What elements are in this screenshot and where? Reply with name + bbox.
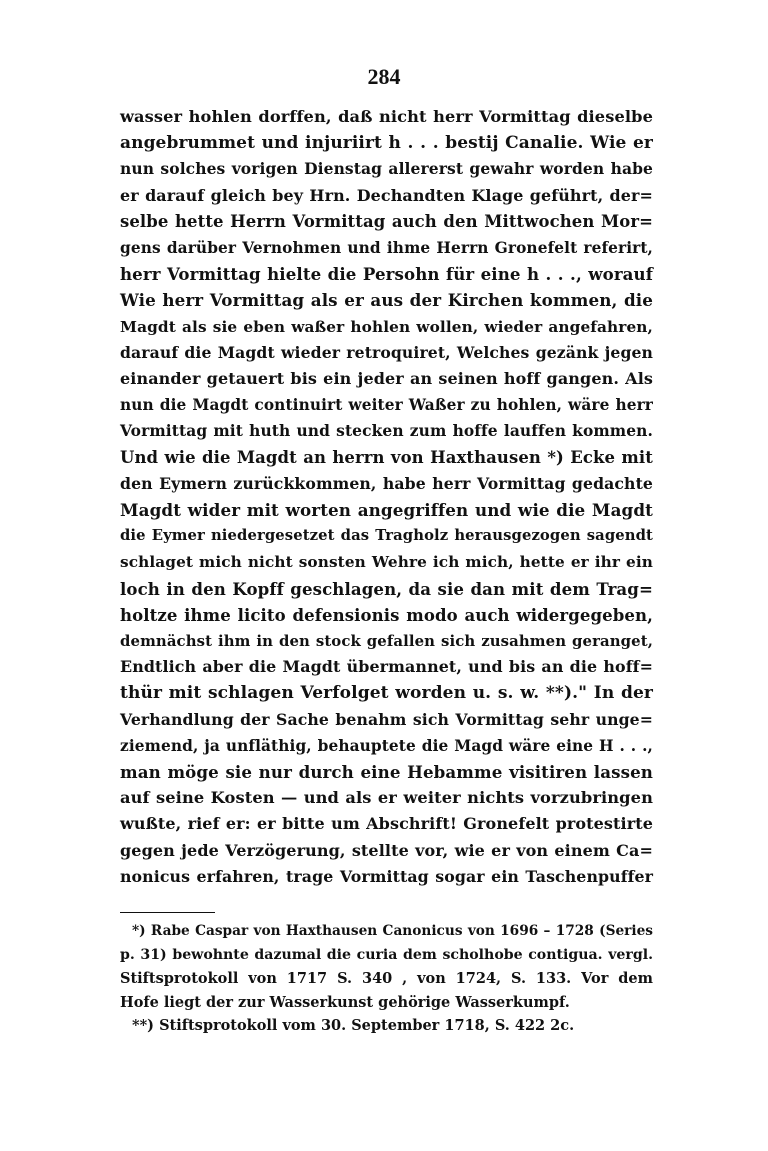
body-text bbox=[120, 104, 653, 890]
body-line: er darauf gleich bey Hrn. Dechandten Klage geführt, der= bbox=[120, 185, 653, 205]
page-number: 284 bbox=[367, 64, 401, 89]
body-line: den Eymern zurückkommen, habe herr Vormittag gedachte bbox=[120, 473, 653, 493]
footnote-line: **) Stiftsprotokoll vom 30. September 1718, S. 422 2c. bbox=[132, 1017, 575, 1035]
body-line: die Eymer niedergesetzet das Tragholz herausgezogen sagendt bbox=[120, 527, 653, 545]
body-line: Magdt als sie eben waßer hohlen wollen, wieder angefahren, bbox=[120, 317, 653, 336]
body-line: nun solches vorigen Dienstag allererst gewahr worden habe bbox=[120, 159, 653, 179]
body-line: Magdt wider mit worten angegriffen und wie die Magdt bbox=[120, 500, 653, 521]
body-line: selbe hette Herrn Vormittag auch den Mittwochen Mor= bbox=[120, 211, 653, 231]
body-line: wußte, rief er: er bitte um Abschrift! Gronefelt protestirte bbox=[120, 814, 653, 834]
body-line: nonicus erfahren, trage Vormittag sogar ein Taschenpuffer bbox=[120, 866, 653, 886]
footnotes bbox=[120, 920, 653, 1038]
footnote-line: Hofe liegt der zur Wasserkunst gehörige Wasserkumpf. bbox=[120, 993, 570, 1011]
body-line: Endtlich aber die Magdt übermannet, und bis an die hoff= bbox=[120, 657, 653, 677]
footnote-line: p. 31) bewohnte dazumal die curia dem scholhobe contigua. vergl. bbox=[120, 946, 653, 963]
body-line: Verhandlung der Sache benahm sich Vormittag sehr unge= bbox=[120, 709, 653, 729]
body-line: demnächst ihm in den stock gefallen sich zusahmen geranget, bbox=[120, 632, 653, 651]
body-line: darauf die Magdt wieder retroquiret, Welches gezänk jegen bbox=[120, 342, 653, 362]
body-line: gegen jede Verzögerung, stellte vor, wie er von einem Ca= bbox=[120, 840, 653, 860]
body-line: herr Vormittag hielte die Persohn für eine h . . ., worauf bbox=[120, 264, 653, 285]
body-line: auf seine Kosten — und als er weiter nichts vorzubringen bbox=[120, 788, 653, 808]
footnote-line: *) Rabe Caspar von Haxthausen Canonicus von 1696 – 1728 (Series bbox=[132, 923, 653, 939]
body-line: einander getauert bis ein jeder an seinen hoff gangen. Als bbox=[120, 369, 653, 389]
body-line: ziemend, ja unfläthig, behauptete die Magd wäre eine H . . ., bbox=[120, 736, 653, 755]
body-line: Und wie die Magdt an herrn von Haxthausen *) Ecke mit bbox=[120, 447, 653, 467]
body-line: thür mit schlagen Verfolget worden u. s. w. **)." In der bbox=[120, 683, 653, 704]
body-line: wasser hohlen dorffen, daß nicht herr Vormittag dieselbe bbox=[120, 107, 653, 126]
body-line: schlaget mich nicht sonsten Wehre ich mich, hette er ihr ein bbox=[120, 553, 653, 572]
body-line: holtze ihme licito defensionis modo auch widergegeben, bbox=[120, 604, 653, 625]
body-line: gens darüber Vernohmen und ihme Herrn Gronefelt referirt, bbox=[120, 239, 653, 258]
body-line: man möge sie nur durch eine Hebamme visitiren lassen bbox=[120, 762, 653, 783]
body-line: Wie herr Vormittag als er aus der Kirchen kommen, die bbox=[120, 290, 653, 311]
footnote-line: Stiftsprotokoll von 1717 S. 340 , von 1724, S. 133. Vor dem bbox=[120, 970, 653, 988]
body-line: nun die Magdt continuirt weiter Waßer zu hohlen, wäre herr bbox=[120, 396, 653, 415]
body-line: angebrummet und injuriirt h . . . bestij Canalie. Wie er bbox=[120, 133, 653, 154]
body-line: loch in den Kopff geschlagen, da sie dan mit dem Trag= bbox=[120, 578, 653, 599]
footnote-separator bbox=[120, 912, 215, 913]
body-line: Vormittag mit huth und stecken zum hoffe lauffen kommen. bbox=[120, 421, 653, 441]
